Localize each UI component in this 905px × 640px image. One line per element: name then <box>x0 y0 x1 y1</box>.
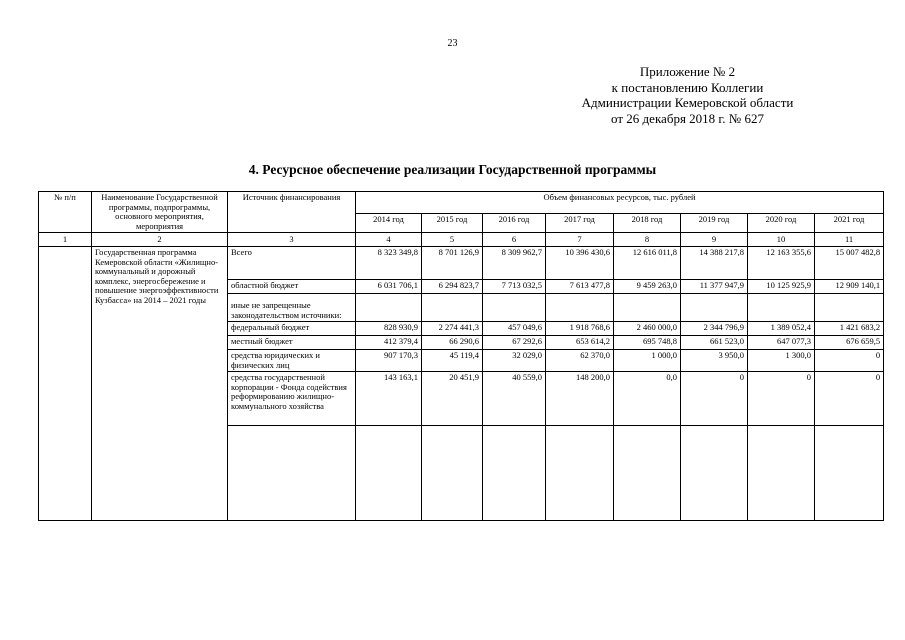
value-cell: 12 616 011,8 <box>614 247 681 280</box>
value-cell <box>356 294 422 322</box>
value-cell: 12 163 355,6 <box>748 247 815 280</box>
header-year: 2021 год <box>815 214 884 233</box>
value-cell: 62 370,0 <box>546 350 614 372</box>
section-title: 4. Ресурсное обеспечение реализации Государственной программы <box>248 162 657 177</box>
column-number: 5 <box>422 233 483 247</box>
value-cell: 7 613 477,8 <box>546 280 614 294</box>
empty-cell <box>356 426 422 521</box>
value-cell: 40 559,0 <box>483 372 546 426</box>
header-year: 2020 год <box>748 214 815 233</box>
column-number: 9 <box>681 233 748 247</box>
value-cell: 9 459 263,0 <box>614 280 681 294</box>
value-cell: 148 200,0 <box>546 372 614 426</box>
value-cell: 0 <box>681 372 748 426</box>
header-year: 2018 год <box>614 214 681 233</box>
table-row <box>39 247 884 280</box>
column-number: 3 <box>228 233 356 247</box>
value-cell: 6 031 706,1 <box>356 280 422 294</box>
value-cell: 3 950,0 <box>681 350 748 372</box>
value-cell: 1 918 768,6 <box>546 322 614 336</box>
empty-cell <box>815 426 884 521</box>
value-cell: 8 323 349,8 <box>356 247 422 280</box>
header-name: Наименование Государственной программы, подпрограммы, основного мероприятия, мероприятия <box>92 192 228 233</box>
header-source: Источник финансирования <box>228 192 356 233</box>
value-cell: 12 909 140,1 <box>815 280 884 294</box>
value-cell: 8 701 126,9 <box>422 247 483 280</box>
value-cell: 0 <box>815 372 884 426</box>
header-year: 2017 год <box>546 214 614 233</box>
value-cell <box>815 294 884 322</box>
value-cell: 6 294 823,7 <box>422 280 483 294</box>
program-name: Государственная программа Кемеровской области «Жилищно-коммунальный и дорожный комплекс, энергосбережение и повышение энергоэффективности Кузбасса» на 2014 – 2021 годы <box>92 247 228 521</box>
value-cell: 7 713 032,5 <box>483 280 546 294</box>
header-volume: Объем финансовых ресурсов, тыс. рублей <box>356 192 884 214</box>
value-cell: 2 344 796,9 <box>681 322 748 336</box>
appendix-line-4: от 26 декабря 2018 г. № 627 <box>611 110 764 126</box>
appendix-line-3: Администрации Кемеровской области <box>581 95 794 110</box>
column-numbers-row <box>39 233 884 247</box>
header-year: 2016 год <box>483 214 546 233</box>
value-cell: 661 523,0 <box>681 336 748 350</box>
value-cell: 1 421 683,2 <box>815 322 884 336</box>
source-label: федеральный бюджет <box>228 322 356 336</box>
column-number: 11 <box>815 233 884 247</box>
empty-cell <box>748 426 815 521</box>
value-cell: 676 659,5 <box>815 336 884 350</box>
empty-cell <box>228 426 356 521</box>
value-cell: 2 274 441,3 <box>422 322 483 336</box>
column-number: 8 <box>614 233 681 247</box>
value-cell: 45 119,4 <box>422 350 483 372</box>
value-cell <box>614 294 681 322</box>
column-number: 2 <box>92 233 228 247</box>
page-number: 23 <box>447 38 458 49</box>
value-cell <box>546 294 614 322</box>
value-cell <box>748 294 815 322</box>
appendix-heading <box>560 64 815 126</box>
source-label: средства юридических и физических лиц <box>228 350 356 372</box>
value-cell: 20 451,9 <box>422 372 483 426</box>
value-cell: 8 309 962,7 <box>483 247 546 280</box>
empty-cell <box>546 426 614 521</box>
value-cell <box>681 294 748 322</box>
value-cell: 143 163,1 <box>356 372 422 426</box>
source-label: областной бюджет <box>228 280 356 294</box>
value-cell: 67 292,6 <box>483 336 546 350</box>
source-label: местный бюджет <box>228 336 356 350</box>
value-cell: 695 748,8 <box>614 336 681 350</box>
value-cell: 10 125 925,9 <box>748 280 815 294</box>
empty-cell <box>422 426 483 521</box>
value-cell: 1 000,0 <box>614 350 681 372</box>
value-cell: 653 614,2 <box>546 336 614 350</box>
resource-table <box>38 191 884 521</box>
source-label: иные не запрещенные законодательством источники: <box>228 294 356 322</box>
value-cell <box>483 294 546 322</box>
value-cell: 0,0 <box>614 372 681 426</box>
column-number: 1 <box>39 233 92 247</box>
value-cell: 15 007 482,8 <box>815 247 884 280</box>
value-cell: 32 029,0 <box>483 350 546 372</box>
value-cell: 647 077,3 <box>748 336 815 350</box>
value-cell: 2 460 000,0 <box>614 322 681 336</box>
appendix-line-2: к постановлению Коллегии <box>611 79 764 95</box>
header-year: 2015 год <box>422 214 483 233</box>
value-cell: 1 389 052,4 <box>748 322 815 336</box>
value-cell: 1 300,0 <box>748 350 815 372</box>
value-cell: 907 170,3 <box>356 350 422 372</box>
value-cell: 11 377 947,9 <box>681 280 748 294</box>
header-year: 2019 год <box>681 214 748 233</box>
header-num: № п/п <box>39 192 92 233</box>
value-cell: 828 930,9 <box>356 322 422 336</box>
appendix-line-1: Приложение № 2 <box>639 64 736 79</box>
column-number: 7 <box>546 233 614 247</box>
source-label: средства государственной корпорации - Фонда содействия реформированию жилищно-коммунального хозяйства <box>228 372 356 426</box>
empty-cell <box>614 426 681 521</box>
source-label: Всего <box>228 247 356 280</box>
column-number: 10 <box>748 233 815 247</box>
value-cell: 0 <box>815 350 884 372</box>
row-number-cell <box>39 247 92 521</box>
column-number: 4 <box>356 233 422 247</box>
value-cell: 457 049,6 <box>483 322 546 336</box>
value-cell: 412 379,4 <box>356 336 422 350</box>
header-year: 2014 год <box>356 214 422 233</box>
value-cell: 10 396 430,6 <box>546 247 614 280</box>
value-cell <box>422 294 483 322</box>
column-number: 6 <box>483 233 546 247</box>
value-cell: 14 388 217,8 <box>681 247 748 280</box>
empty-cell <box>681 426 748 521</box>
value-cell: 66 290,6 <box>422 336 483 350</box>
empty-cell <box>483 426 546 521</box>
value-cell: 0 <box>748 372 815 426</box>
